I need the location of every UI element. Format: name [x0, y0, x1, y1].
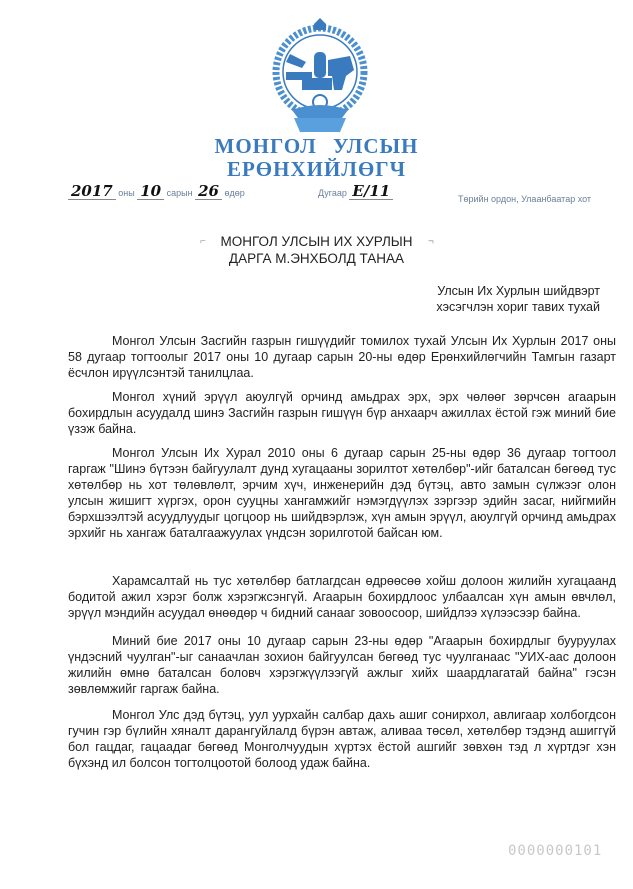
subject-line1: Улсын Их Хурлын шийдвэрт — [437, 284, 600, 298]
date-line — [68, 184, 245, 200]
corner-mark-left: ⌐ — [200, 236, 206, 247]
paragraph-text: Монгол Улс дэд бүтэц, уул уурхайн салбар дахь ашиг сонирхол, авлигаар холбогдсон гучин гэр бүлийн хяналт дарангуйлалд бүрэн автаж, аливаа төсөл, хөтөлбөр тэдэнд ашиггүй бол гацдаг, гацаадаг бөгөөд Монголчуудын хүртэх ёстой ашгийг зөвхөн тэд л хүртдэг хэн бүхэнд ил болсон тогтолцоотой болоод удаж байна. — [68, 708, 616, 770]
date-month: 10 — [137, 184, 164, 200]
org-name-line2: ЕРӨНХИЙЛӨГЧ — [226, 157, 407, 181]
addressee-line2: ДАРГА М.ЭНХБОЛД ТАНАА — [228, 251, 405, 266]
year-label: оны — [118, 188, 135, 198]
subject-line2: хэсэгчлэн хориг тавих тухай — [436, 300, 600, 314]
subject — [420, 283, 600, 315]
addressee — [0, 233, 633, 267]
body-paragraph — [68, 445, 616, 541]
number-value: Е/11 — [349, 184, 393, 200]
number-label: Дугаар — [318, 188, 347, 198]
paragraph-text: Монгол хүний эрүүл аюулгүй орчинд амьдрах эрх, эрх чөлөөг зөрчсөн агаарын бохирдлын асуудалд шинэ Засгийн газрын гишүүн бүр анхаарч ажиллах ёстой гэж миний бие үзэж байна. — [68, 390, 616, 436]
paragraph-text: Монгол Улсын Их Хурал 2010 оны 6 дугаар сарын 25-ны өдөр 36 дугаар тогтоол гаргаж "Шинэ бүтээн байгуулалт дунд хугацааны зорилтот хөтөлбөр"-ийг баталсан бөгөөд тус хөтөлбөр нь хот төлөвлөлт, эрчим хүч, инженерийн дэд бүтэц, авто замын сүлжээг олон улсын жишигт хүргэх, орон сууцны хангамжийг нэмэгдүүлэх зэргээр эдийн засаг, нийгмийн бэрхшээлтэй асуудлуудыг цогцоор нь шийдвэрлэж, хүн амын эрүүл, аюулгүй орчинд амьдрах эрхийг нь хангаж баталгаажуулах үндсэн зорилготой байсан юм. — [68, 446, 616, 540]
date-day: 26 — [195, 184, 222, 200]
paragraph-text: Харамсалтай нь тус хөтөлбөр батлагдсан өдрөөсөө хойш долоон жилийн хугацаанд бодитой ажил хэрэг болж хэрэгжсэнгүй. Агаарын бохирдлоос улбаалсан хүн амын өвчлөл, эрүүл мэндийн асуудал өнөөдөр ч бидний санааг зовоосоор, шийдлээ хүлээсээр байна. — [68, 574, 616, 620]
body-paragraph — [68, 389, 616, 437]
paragraph-text: Миний бие 2017 оны 10 дугаар сарын 23-ны өдөр "Агаарын бохирдлыг бууруулах үндэсний чуулган"-ыг санаачлан зохион байгуулсан бөгөөд тус чуулганаас "УИХ-аас долоон жилийн өмнө баталсан боловч хэрэгжүүлээгүй ажлыг хийх шаардлагатай байна" гэсэн зөвлөмжийг гаргаж байна. — [68, 634, 616, 696]
state-emblem-icon — [262, 18, 378, 134]
org-name-line1: МОНГОЛ УЛСЫН — [214, 134, 419, 158]
addressee-line1: МОНГОЛ УЛСЫН ИХ ХУРЛЫН — [220, 234, 413, 249]
body-paragraph — [68, 333, 616, 381]
body-paragraph — [68, 573, 616, 621]
date-year: 2017 — [68, 184, 116, 200]
body-paragraph — [68, 633, 616, 697]
serial-number: 0000000101 — [508, 843, 603, 859]
place: Төрийн ордон, Улаанбаатар хот — [458, 194, 592, 204]
body-paragraph — [68, 707, 616, 771]
month-label: сарын — [166, 188, 193, 198]
paragraph-text: Монгол Улсын Засгийн газрын гишүүдийг томилох тухай Улсын Их Хурлын 2017 оны 58 дугаар тогтоолыг 2017 оны 10 дугаар сарын 20-ны өдөр Ерөнхийлөгчийн Тамгын газарт ёсчлон ирүүлсэнтэй танилцлаа. — [68, 334, 616, 380]
document-number — [318, 184, 393, 200]
day-label: өдөр — [224, 188, 245, 198]
corner-mark-right: ¬ — [428, 236, 434, 247]
